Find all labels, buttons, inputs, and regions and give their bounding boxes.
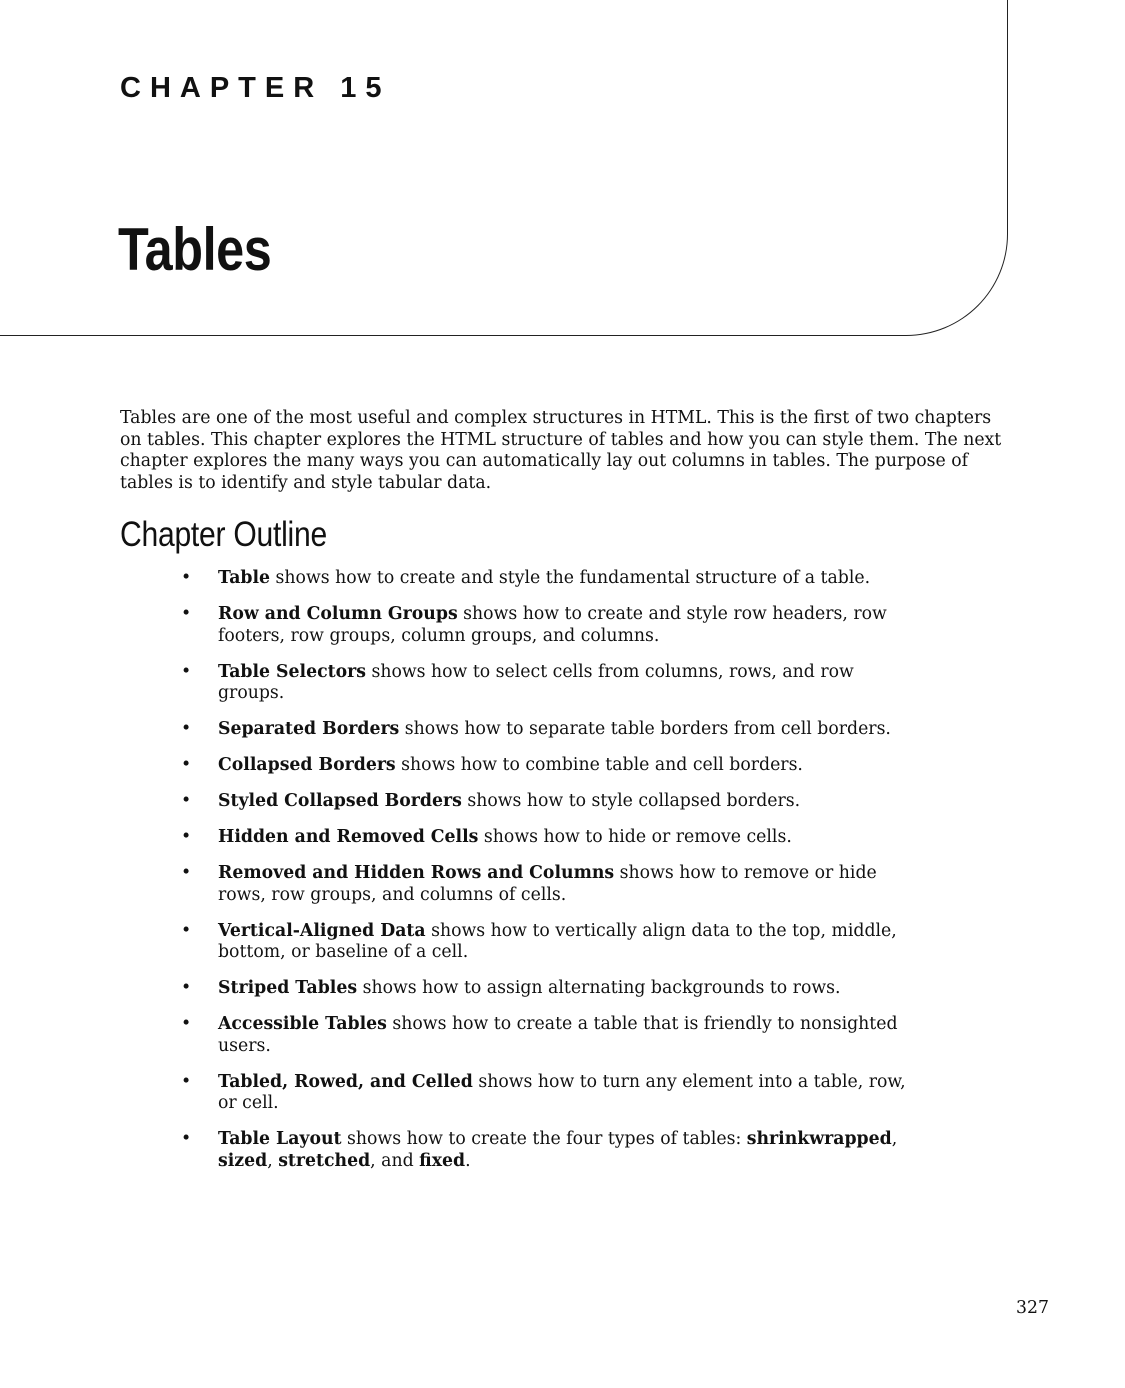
list-item [181,755,918,777]
bullet-icon: • [181,791,192,811]
item-text: shows how to create a table that is friendly to nonsighted users. [218,1014,898,1056]
bullet-icon: • [181,661,192,682]
item-text: shows how to select cells from columns, rows, and row groups. [218,661,854,703]
item-term: Collapsed Borders [218,755,396,775]
chapter-label: CHAPTER 15 [120,72,391,104]
list-item [181,604,918,647]
item-separator: , [891,1129,898,1149]
item-text: shows how to vertically align data to the top, middle, bottom, or baseline of a cell. [218,920,897,962]
list-item [181,661,918,705]
item-term: Tabled, Rowed, and Celled [218,1071,473,1092]
item-term: Accessible Tables [218,1014,387,1034]
item-term-stretched: stretched [278,1150,371,1171]
item-separator: , [267,1150,279,1171]
list-item [181,978,918,1000]
item-term-fixed: fixed [419,1150,466,1171]
list-item [181,719,918,741]
list-item [181,863,918,906]
item-text: shows how to hide or remove cells. [478,827,792,847]
item-term: Removed and Hidden Rows and Columns [218,863,615,883]
item-term: Hidden and Removed Cells [218,827,479,847]
list-item [181,1129,918,1172]
outline-heading: Chapter Outline [120,515,327,554]
bullet-icon: • [181,755,192,775]
bullet-icon: • [181,827,192,847]
bullet-icon: • [181,920,192,941]
bullet-icon: • [181,1071,192,1092]
intro-paragraph: Tables are one of the most useful and complex structures in HTML. This is the first of two chapters on tables. This chapter explores the HTML structure of tables and how you can style them. The next chapter explores the many ways you can automatically lay out columns in tables. The purpose of tables is to identify and style tabular data. [120,408,1002,493]
item-term: Table [218,568,271,588]
item-text: shows how to assign alternating backgrounds to rows. [357,978,841,998]
item-term-shrinkwrapped: shrinkwrapped [746,1129,892,1149]
item-term: Styled Collapsed Borders [218,791,462,811]
list-item [181,791,918,813]
list-item [181,827,918,849]
chapter-title: Tables [118,216,272,283]
item-text: shows how to create and style row headers, row footers, row groups, column groups, and columns. [218,604,887,646]
item-text: shows how to remove or hide rows, row groups, and columns of cells. [218,863,877,905]
page-number: 327 [1016,1298,1049,1318]
bullet-icon: • [181,719,192,739]
list-item [181,568,918,590]
item-term: Vertical-Aligned Data [218,920,426,941]
item-term: Table Selectors [218,661,366,682]
item-text: shows how to style collapsed borders. [461,791,801,811]
bullet-icon: • [181,863,192,883]
item-term-sized: sized [218,1150,268,1171]
bullet-icon: • [181,1129,192,1149]
bullet-icon: • [181,604,192,624]
item-text: shows how to combine table and cell borders. [395,755,803,775]
item-text: shows how to create and style the fundamental structure of a table. [270,568,871,588]
list-item [181,1071,918,1115]
item-term: Separated Borders [218,719,400,739]
item-term: Table Layout [218,1129,342,1149]
bullet-icon: • [181,978,192,998]
item-term: Row and Column Groups [218,604,458,624]
bullet-icon: • [181,1014,192,1034]
list-item [181,1014,918,1057]
item-end: . [465,1150,471,1171]
item-separator: , and [370,1150,420,1171]
outline-list [181,568,918,1187]
item-text: shows how to separate table borders from cell borders. [399,719,891,739]
item-term: Striped Tables [218,978,358,998]
item-text: shows how to create the four types of tables: [341,1129,747,1149]
bullet-icon: • [181,568,192,588]
list-item [181,920,918,964]
item-text: shows how to turn any element into a table, row, or cell. [218,1071,906,1113]
